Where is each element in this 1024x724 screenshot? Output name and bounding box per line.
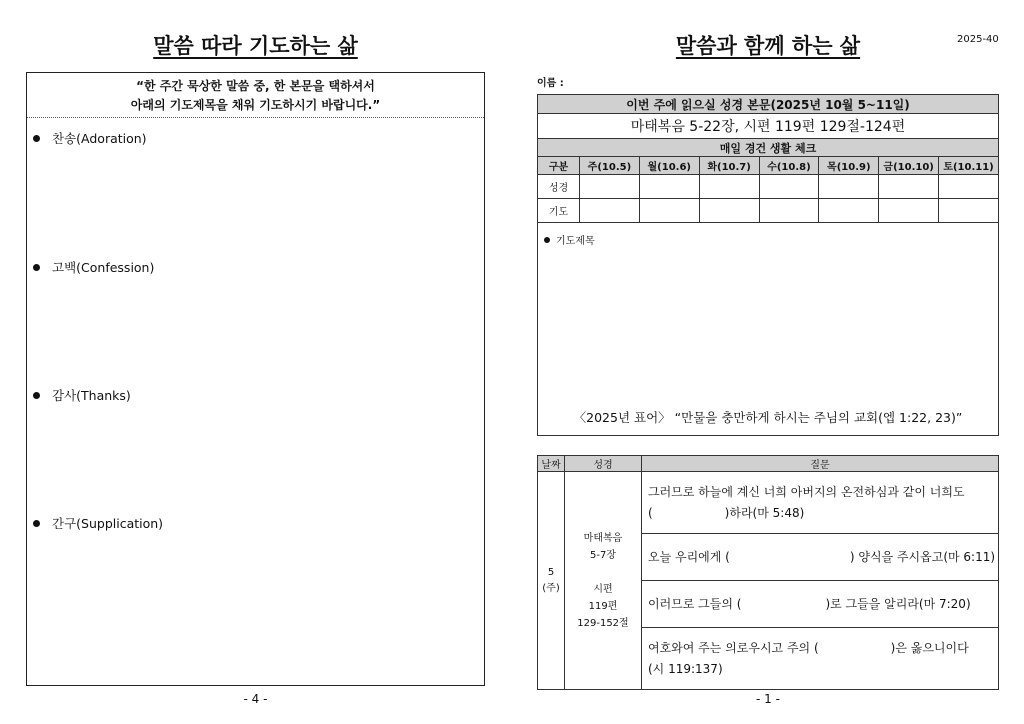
reading-header: 이번 주에 읽으실 성경 본문(2025년 10월 5~11일) bbox=[538, 95, 999, 114]
col-header: 토(10.11) bbox=[939, 157, 999, 175]
bullet-icon bbox=[33, 264, 40, 271]
bullet-icon bbox=[33, 135, 40, 142]
check-cell[interactable] bbox=[759, 175, 819, 199]
prayer-label: 기도제목 bbox=[556, 236, 595, 247]
question-text: (시 119:137) bbox=[648, 661, 723, 676]
check-header: 매일 경건 생활 체크 bbox=[538, 139, 999, 157]
check-cell[interactable] bbox=[759, 199, 819, 223]
check-cell[interactable] bbox=[699, 199, 759, 223]
question-3[interactable] bbox=[642, 581, 999, 628]
date-cell bbox=[538, 472, 565, 690]
row-label-prayer: 기도 bbox=[538, 199, 580, 223]
check-cell[interactable] bbox=[699, 175, 759, 199]
check-cell[interactable] bbox=[879, 199, 939, 223]
header-bible: 성경 bbox=[565, 456, 642, 472]
section-confession bbox=[33, 258, 154, 276]
year-motto: 〈2025년 표어〉 “만물을 충만하게 하시는 주님의 교회(엡 1:22, 23)” bbox=[573, 410, 963, 425]
question-text: 오늘 우리에게 ( ) 양식을 주시옵고(마 6:11) bbox=[648, 549, 996, 564]
check-cell[interactable] bbox=[639, 175, 699, 199]
bible-spacer bbox=[565, 564, 641, 581]
question-text: 그러므로 하늘에 계신 너희 아버지의 온전하심과 같이 너희도 bbox=[648, 484, 965, 499]
bullet-icon bbox=[33, 520, 40, 527]
bullet-icon bbox=[544, 237, 550, 243]
check-cell[interactable] bbox=[879, 175, 939, 199]
col-header: 월(10.6) bbox=[639, 157, 699, 175]
bullet-icon bbox=[33, 392, 40, 399]
question-table bbox=[537, 455, 999, 690]
header-question: 질문 bbox=[642, 456, 999, 472]
name-label: 이름 : bbox=[537, 78, 564, 89]
prayer-guide-box bbox=[26, 72, 485, 686]
prayer-label-row bbox=[544, 232, 595, 247]
section-thanks bbox=[33, 386, 131, 404]
left-page-number: - 4 - bbox=[243, 692, 268, 706]
right-page-title: 말씀과 함께 하는 삶 bbox=[675, 34, 861, 58]
question-4[interactable] bbox=[642, 628, 999, 690]
section-supplication bbox=[33, 514, 163, 532]
bible-line: 5-7장 bbox=[590, 549, 616, 561]
col-header: 주(10.5) bbox=[580, 157, 640, 175]
section-label: 고백(Confession) bbox=[52, 260, 155, 275]
bible-line: 마태복음 bbox=[583, 532, 623, 544]
bible-line: 시편 bbox=[593, 583, 613, 595]
question-1[interactable] bbox=[642, 472, 999, 534]
weekly-reading-table bbox=[537, 94, 999, 223]
reading-text: 마태복음 5-22장, 시편 119편 129절-124편 bbox=[538, 114, 999, 139]
section-label: 찬송(Adoration) bbox=[52, 131, 147, 146]
col-header: 화(10.7) bbox=[699, 157, 759, 175]
right-page-number: - 1 - bbox=[756, 692, 780, 706]
check-cell[interactable] bbox=[939, 175, 999, 199]
row-label-bible: 성경 bbox=[538, 175, 580, 199]
prayer-topics-box bbox=[537, 222, 999, 436]
intro-text bbox=[27, 73, 484, 118]
question-text: 여호와여 주는 의로우시고 주의 ( )은 옳으니이다 bbox=[648, 640, 969, 655]
question-text: ( )하라(마 5:48) bbox=[648, 505, 805, 520]
question-2[interactable] bbox=[642, 534, 999, 581]
question-text: 이러므로 그들의 ( )로 그들을 알리라(마 7:20) bbox=[648, 596, 971, 611]
bible-cell bbox=[565, 472, 642, 690]
intro-line-2: 아래의 기도제목을 채워 기도하시기 바랍니다.” bbox=[130, 98, 381, 112]
date-weekday: (주) bbox=[542, 582, 560, 594]
bible-line: 119편 bbox=[588, 600, 618, 612]
intro-line-1: “한 주간 묵상한 말씀 중, 한 본문을 택하셔서 bbox=[136, 79, 375, 93]
col-header: 구분 bbox=[538, 157, 580, 175]
check-cell[interactable] bbox=[819, 175, 879, 199]
check-cell[interactable] bbox=[819, 199, 879, 223]
col-header: 목(10.9) bbox=[819, 157, 879, 175]
section-label: 감사(Thanks) bbox=[52, 388, 131, 403]
left-page-title: 말씀 따라 기도하는 삶 bbox=[153, 34, 358, 58]
section-adoration bbox=[33, 129, 147, 147]
check-cell[interactable] bbox=[939, 199, 999, 223]
check-cell[interactable] bbox=[580, 199, 640, 223]
check-cell[interactable] bbox=[580, 175, 640, 199]
doc-number: 2025-40 bbox=[957, 34, 999, 45]
date-day: 5 bbox=[547, 566, 555, 578]
col-header: 수(10.8) bbox=[759, 157, 819, 175]
header-date: 날짜 bbox=[538, 456, 565, 472]
bible-line: 129-152절 bbox=[577, 617, 629, 629]
section-label: 간구(Supplication) bbox=[52, 516, 164, 531]
check-cell[interactable] bbox=[639, 199, 699, 223]
col-header: 금(10.10) bbox=[879, 157, 939, 175]
